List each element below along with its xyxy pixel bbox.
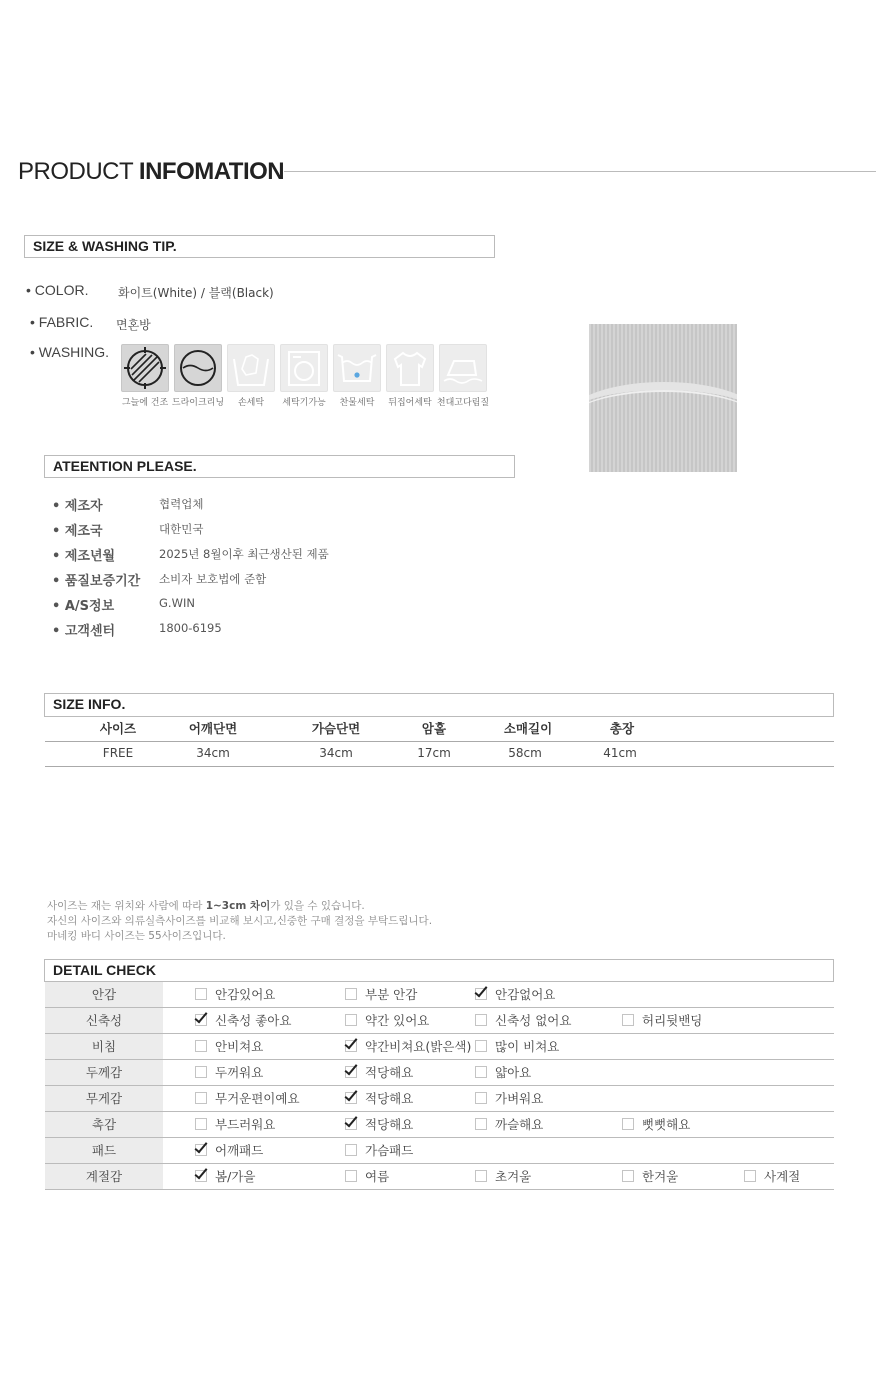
table-row (45, 741, 834, 767)
attention-value: 소비자 보호법에 준함 (159, 572, 267, 586)
detail-check-row-label: 비침 (45, 1034, 163, 1059)
detail-check-option[interactable] (345, 1008, 429, 1033)
detail-check-option-text: 안감있어요 (215, 987, 276, 1002)
size-cell: FREE (102, 746, 134, 760)
size-note-1 (47, 898, 365, 913)
note-text: 사이즈는 재는 위치와 사람에 따라 (47, 900, 206, 912)
detail-check-option[interactable] (475, 1086, 543, 1111)
attention-label: • 품질보증기간 (52, 574, 141, 589)
detail-check-option-text: 적당해요 (365, 1117, 414, 1132)
detail-check-heading: DETAIL CHECK (44, 959, 834, 982)
checkbox[interactable] (195, 1066, 207, 1078)
detail-check-option-text: 신축성 없어요 (495, 1013, 572, 1028)
checkbox-checked[interactable] (475, 988, 487, 1000)
checkbox[interactable] (622, 1170, 634, 1182)
detail-check-option[interactable] (345, 1164, 389, 1189)
washing-icon-label: 드라이크리닝 (171, 398, 225, 408)
detail-check-row (45, 1138, 834, 1164)
detail-check-row (45, 1008, 834, 1034)
detail-check-option[interactable] (195, 1008, 291, 1033)
checkbox-checked[interactable] (345, 1040, 357, 1052)
detail-check-row (45, 1164, 834, 1190)
checkbox[interactable] (195, 1092, 207, 1104)
checkbox[interactable] (475, 1040, 487, 1052)
checkbox[interactable] (622, 1014, 634, 1026)
detail-check-row (45, 1060, 834, 1086)
checkbox-checked[interactable] (195, 1144, 207, 1156)
washing-icon-label: 찬물세탁 (339, 398, 375, 408)
detail-check-option[interactable] (345, 1138, 413, 1163)
checkbox[interactable] (195, 1040, 207, 1052)
detail-check-option[interactable] (475, 982, 555, 1007)
attention-label: • A/S정보 (52, 599, 115, 614)
checkbox-checked[interactable] (345, 1118, 357, 1130)
detail-check-option-text: 부드러워요 (215, 1117, 276, 1132)
checkbox[interactable] (622, 1118, 634, 1130)
washing-icon-label: 천대고다림질 (436, 398, 490, 408)
detail-check-option[interactable] (622, 1112, 690, 1137)
detail-check-option-text: 약간 있어요 (365, 1013, 430, 1028)
detail-check-option[interactable] (195, 1034, 263, 1059)
detail-check-option[interactable] (195, 1112, 275, 1137)
detail-check-option-text: 안비쳐요 (215, 1039, 264, 1054)
detail-check-row (45, 1086, 834, 1112)
detail-check-row-label: 촉감 (45, 1112, 163, 1137)
detail-check-row-label: 패드 (45, 1138, 163, 1163)
detail-check-option-text: 얇아요 (495, 1065, 532, 1080)
detail-check-option[interactable] (195, 1086, 300, 1111)
size-cell: 41cm (603, 746, 637, 760)
attention-value: 대한민국 (159, 522, 204, 536)
detail-check-option[interactable] (345, 1112, 413, 1137)
cold-wash-icon (333, 344, 381, 392)
fabric-value: 면혼방 (116, 318, 151, 332)
size-note-2: 자신의 사이즈와 의류실측사이즈를 비교해 보시고,신중한 구매 결정을 부탁드립니다. (47, 915, 433, 927)
detail-check-option-text: 초겨울 (495, 1169, 532, 1184)
color-value: 화이트(White) / 블랙(Black) (118, 286, 274, 300)
size-header-cell: 사이즈 (99, 721, 137, 736)
checkbox[interactable] (475, 1118, 487, 1130)
size-header-cell: 암홀 (421, 721, 447, 736)
detail-check-option[interactable] (195, 1060, 263, 1085)
detail-check-row-label: 두께감 (45, 1060, 163, 1085)
attention-value: 1800-6195 (159, 621, 222, 635)
detail-check-option-text: 적당해요 (365, 1065, 414, 1080)
size-washing-heading: SIZE & WASHING TIP. (24, 235, 495, 258)
detail-check-option[interactable] (475, 1060, 531, 1085)
detail-check-option[interactable] (345, 982, 417, 1007)
detail-check-option-text: 안감없어요 (495, 987, 556, 1002)
washing-icon-label: 손세탁 (237, 398, 265, 408)
detail-check-option-text: 봄/가을 (215, 1169, 256, 1184)
detail-check-row-label: 계절감 (45, 1164, 163, 1189)
dry-clean-icon (174, 344, 222, 392)
detail-check-option[interactable] (475, 1112, 543, 1137)
detail-check-option-text: 약간비쳐요(밝은색) (365, 1039, 472, 1054)
size-table-header (45, 717, 834, 742)
attention-label: • 고객센터 (52, 624, 116, 639)
checkbox[interactable] (744, 1170, 756, 1182)
detail-check-option[interactable] (475, 1164, 531, 1189)
detail-check-option[interactable] (475, 1034, 559, 1059)
detail-check-option-text: 신축성 좋아요 (215, 1013, 292, 1028)
detail-check-option-text: 많이 비쳐요 (495, 1039, 560, 1054)
detail-check-row (45, 1034, 834, 1060)
detail-check-option-text: 사계절 (764, 1169, 801, 1184)
checkbox[interactable] (195, 1118, 207, 1130)
detail-check-option-text: 부분 안감 (365, 987, 418, 1002)
detail-check-option-text: 까슬해요 (495, 1117, 544, 1132)
detail-check-option-text: 허리뒷밴딩 (642, 1013, 703, 1028)
detail-check-row-label: 신축성 (45, 1008, 163, 1033)
checkbox[interactable] (475, 1014, 487, 1026)
page-title-bold: INFOMATION (138, 158, 285, 185)
size-header-cell: 어깨단면 (188, 721, 238, 736)
size-cell: 34cm (196, 746, 230, 760)
checkbox[interactable] (345, 1014, 357, 1026)
detail-check-row (45, 982, 834, 1008)
detail-check-option-text: 가벼워요 (495, 1091, 544, 1106)
page-title (18, 158, 284, 186)
attention-heading: ATEENTION PLEASE. (44, 455, 515, 478)
detail-check-option[interactable] (622, 1008, 702, 1033)
washing-icon-label: 뒤집어세탁 (388, 398, 432, 408)
detail-check-row-label: 무게감 (45, 1086, 163, 1111)
size-header-cell: 총장 (609, 721, 635, 736)
hand-wash-icon (227, 344, 275, 392)
detail-check-option-text: 두꺼워요 (215, 1065, 264, 1080)
shade-dry-icon (121, 344, 169, 392)
detail-check-option-text: 가슴패드 (365, 1143, 414, 1158)
detail-check-option[interactable] (345, 1060, 413, 1085)
detail-check-option-text: 여름 (365, 1169, 390, 1184)
checkbox-checked[interactable] (195, 1170, 207, 1182)
detail-check-option-text: 뻣뻣해요 (642, 1117, 691, 1132)
checkbox-checked[interactable] (345, 1066, 357, 1078)
checkbox[interactable] (475, 1170, 487, 1182)
detail-check-option[interactable] (622, 1164, 678, 1189)
size-header-cell: 가슴단면 (311, 721, 361, 736)
attention-label: • 제조자 (52, 499, 103, 514)
checkbox[interactable] (195, 988, 207, 1000)
detail-check-option[interactable] (195, 1164, 255, 1189)
attention-value: 2025년 8월이후 최근생산된 제품 (159, 547, 329, 561)
detail-check-option-text: 한겨울 (642, 1169, 679, 1184)
size-cell: 34cm (319, 746, 353, 760)
attention-value: G.WIN (159, 596, 195, 610)
washing-icon-label: 세탁기가능 (282, 398, 326, 408)
detail-check-option-text: 무거운편이예요 (215, 1091, 300, 1106)
attention-label: • 제조국 (52, 524, 103, 539)
detail-check-option[interactable] (195, 1138, 263, 1163)
iron-with-cloth-icon (439, 344, 487, 392)
detail-check-option[interactable] (345, 1086, 413, 1111)
fabric-label: • FABRIC. (30, 314, 94, 330)
detail-check-option[interactable] (345, 1034, 471, 1059)
size-note-3: 마네킹 바디 사이즈는 55사이즈입니다. (47, 930, 226, 942)
washing-label: • WASHING. (30, 344, 110, 360)
washing-machine-icon (280, 344, 328, 392)
checkbox-checked[interactable] (195, 1014, 207, 1026)
detail-check-option[interactable] (195, 982, 275, 1007)
checkbox[interactable] (345, 1144, 357, 1156)
checkbox[interactable] (345, 988, 357, 1000)
color-label: • COLOR. (26, 282, 89, 298)
title-divider (284, 171, 876, 172)
checkbox[interactable] (345, 1170, 357, 1182)
size-header-cell: 소매길이 (503, 721, 553, 736)
checkbox-checked[interactable] (345, 1092, 357, 1104)
detail-check-row-label: 안감 (45, 982, 163, 1007)
page-title-light: PRODUCT (18, 158, 133, 185)
size-cell: 58cm (508, 746, 542, 760)
detail-check-option-text: 어깨패드 (215, 1143, 264, 1158)
detail-check-option-text: 적당해요 (365, 1091, 414, 1106)
size-info-heading: SIZE INFO. (44, 693, 834, 717)
inside-out-wash-icon (386, 344, 434, 392)
note-emphasis: 1~3cm 차이 (205, 900, 271, 912)
checkbox[interactable] (475, 1066, 487, 1078)
detail-check-option[interactable] (475, 1008, 571, 1033)
attention-value: 협력업체 (159, 497, 204, 511)
washing-icon-label: 그늘에 건조 (121, 398, 169, 408)
detail-check-row (45, 1112, 834, 1138)
checkbox[interactable] (475, 1092, 487, 1104)
fabric-detail-image (589, 324, 737, 472)
note-text: 가 있을 수 있습니다. (270, 900, 365, 912)
attention-label: • 제조년월 (52, 549, 116, 564)
size-cell: 17cm (417, 746, 451, 760)
detail-check-option[interactable] (744, 1164, 800, 1189)
